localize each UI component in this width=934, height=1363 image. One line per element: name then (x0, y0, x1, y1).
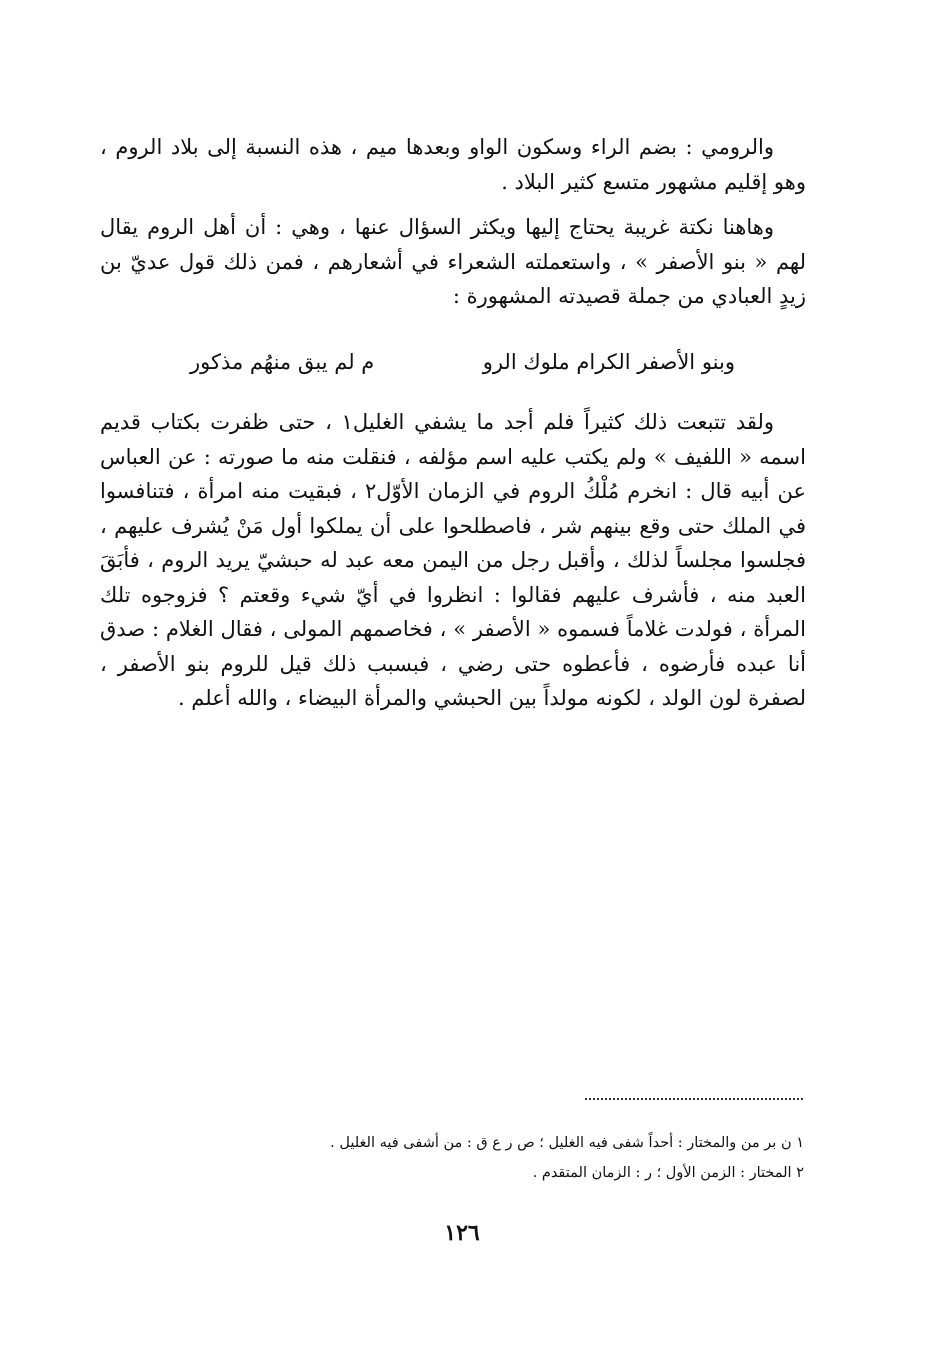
verse-first-hemistich: وبنو الأصفر الكرام ملوك الرو (482, 350, 735, 374)
verse-second-hemistich: م لم يبق منهُم مذكور (190, 350, 375, 374)
poetry-verse (190, 342, 735, 382)
paragraph-banu-al-asfar: وهاهنا نكتة غريبة يحتاج إليها ويكثر السؤال عنها ، وهي : أن أهل الروم يقال لهم « بنو الأصفر » ، واستعملته الشعراء في أشعارهم ، فمن ذلك قول عديّ بن زيدٍ العبادي من جملة قصيدته المشهورة : (100, 215, 806, 308)
footnote-divider (585, 1098, 803, 1100)
paragraph-story: ولقد تتبعت ذلك كثيراً فلم أجد ما يشفي الغليل١ ، حتى ظفرت بكتاب قديم اسمه « اللفيف » ولم يكتب عليه اسم مؤلفه ، فنقلت منه ما صورته : عن العباس عن أبيه قال : انخرم مُلْكُ الروم في الزمان الأوّل٢ ، فبقيت منه امرأة ، فتنافسوا في الملك حتى وقع بينهم شر ، فاصطلحوا على أن يملكوا أول مَنْ يُشرف عليهم ، فجلسوا مجلساً لذلك ، وأقبل رجل من اليمن معه عبد له حبشيّ يريد الروم ، فأبَقَ العبد منه ، فأشرف عليهم فقالوا : انظروا في أيّ شيء وقعتم ؟ فزوجوه تلك المرأة ، فولدت غلاماً فسموه « الأصفر » ، فخاصمهم المولى ، فقال الغلام : صدق أنا عبده فأرضوه ، فأعطوه حتى رضي ، فبسبب ذلك قيل للروم بنو الأصفر ، لصفرة لون الولد ، لكونه مولداً بين الحبشي والمرأة البيضاء ، والله أعلم . (100, 410, 807, 710)
page-number: ١٢٦ (444, 1220, 480, 1246)
footnote-1: ١ ن بر من والمختار : أحداً شفى فيه الغليل ؛ ص ر ع ق : من أشفى فيه الغليل . (330, 1135, 804, 1151)
footnotes (184, 1128, 804, 1188)
footnote-2: ٢ المختار : الزمن الأول ؛ ر : الزمان المتقدم . (532, 1165, 804, 1181)
paragraph-rumi-definition: والرومي : بضم الراء وسكون الواو وبعدها ميم ، هذه النسبة إلى بلاد الروم ، وهو إقليم مشهور متسع كثير البلاد . (100, 135, 806, 194)
